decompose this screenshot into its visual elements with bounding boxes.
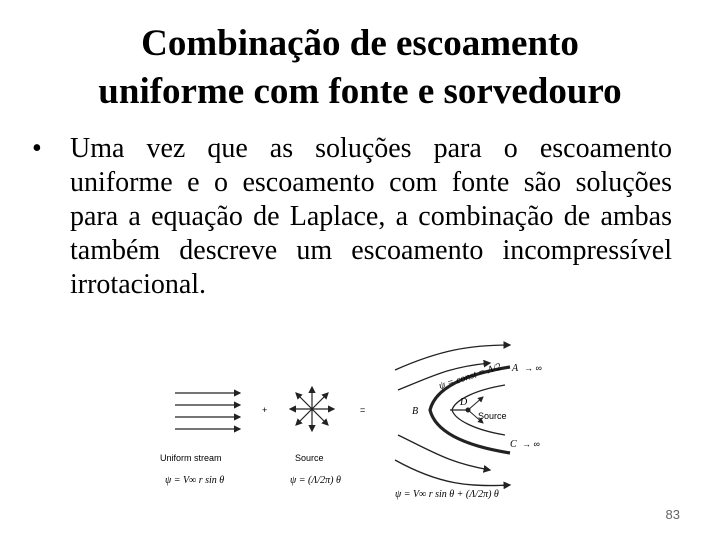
uniform-stream-arrows — [175, 393, 240, 429]
point-c-infinity: → ∞ — [522, 439, 540, 449]
point-d-label: D — [460, 397, 468, 408]
equals-sign: = — [360, 405, 366, 415]
source-formula: ψ = (Λ/2π) θ — [290, 475, 341, 486]
combined-formula: ψ = V∞ r sin θ + (Λ/2π) θ — [395, 489, 499, 500]
page-number: 83 — [665, 507, 680, 522]
plus-sign: + — [262, 405, 268, 415]
slide-title — [0, 20, 720, 116]
point-c-label: C — [510, 439, 517, 450]
flow-diagram-svg — [150, 335, 690, 535]
point-a-label: A — [512, 363, 519, 374]
bullet-icon: • — [32, 133, 42, 164]
source-radial-arrows — [290, 387, 334, 431]
flow-diagram — [150, 335, 690, 535]
source-text: Source — [478, 411, 507, 421]
point-a-infinity: → ∞ — [524, 363, 542, 373]
point-b-label: B — [412, 406, 419, 417]
title-line-2: uniforme com fonte e sorvedouro — [98, 71, 622, 112]
bullet-text: Uma vez que as soluções para o escoamento uniforme e o escoamento com fonte são soluções para a equação de Laplace, a combinação de ambas também descreve um escoamento incompressível irrotacional. — [70, 133, 672, 300]
bullet-item — [32, 132, 672, 302]
uniform-stream-label: Uniform stream — [160, 453, 222, 463]
source-point — [466, 408, 471, 413]
source-label: Source — [295, 453, 324, 463]
uniform-formula: ψ = V∞ r sin θ — [165, 475, 225, 486]
streamline-label: ψ = const = Λ/2 — [437, 361, 503, 392]
title-line-1: Combinação de escoamento — [141, 23, 579, 64]
